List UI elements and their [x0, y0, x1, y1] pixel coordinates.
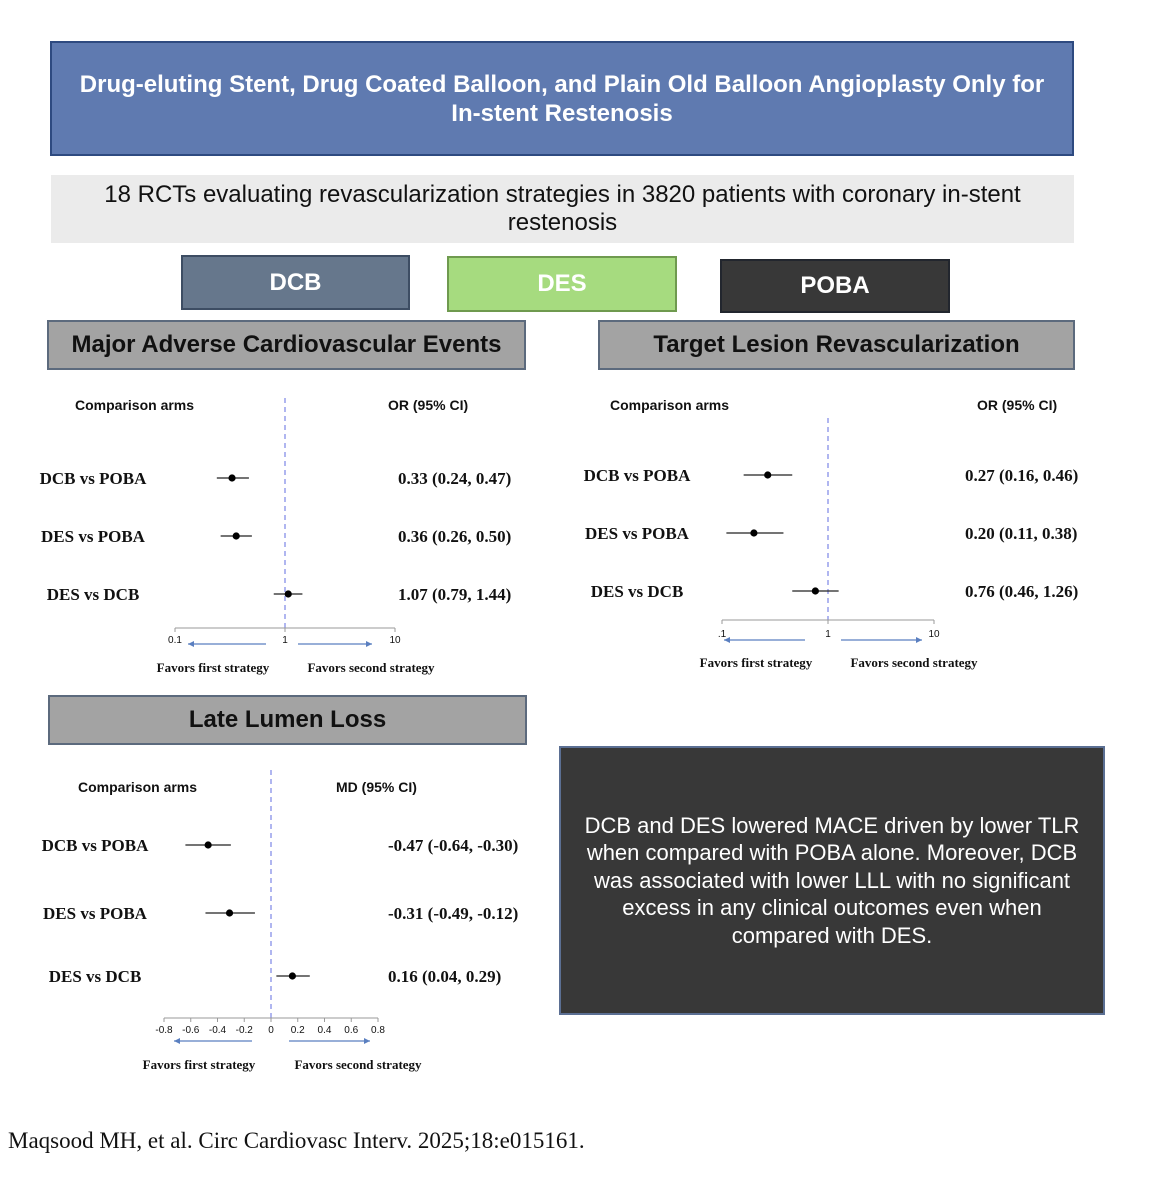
- mace-favors-left-label: Favors first strategy: [156, 660, 270, 675]
- mace-row-label: DCB vs POBA: [39, 469, 147, 488]
- legend-poba: POBA: [720, 259, 950, 313]
- tlr-row-estimate: 0.20 (0.11, 0.38): [965, 524, 1078, 543]
- mace-row-estimate: 1.07 (0.79, 1.44): [398, 585, 512, 604]
- lll-favors-left-arrowhead: [174, 1038, 180, 1044]
- lll-tick-label: 0.6: [344, 1025, 359, 1036]
- lll-row-label: DES vs DCB: [48, 967, 142, 986]
- lll-header-arms: Comparison arms: [78, 779, 198, 795]
- lll-header-estimate: MD (95% CI): [336, 779, 417, 795]
- tlr-tick-label: .1: [717, 629, 727, 640]
- lll-favors-right-arrowhead: [364, 1038, 370, 1044]
- infographic-subtitle: 18 RCTs evaluating revascularization strategies in 3820 patients with coronary in-stent restenosis: [51, 175, 1074, 243]
- lll-tick-label: -0.8: [155, 1025, 173, 1036]
- tlr-tick-label: 1: [825, 629, 831, 640]
- lll-tick-label: 0.8: [371, 1025, 385, 1036]
- legend-des: DES: [447, 256, 677, 312]
- lll-tick-label: -0.4: [208, 1025, 227, 1036]
- mace-section-title: Major Adverse Cardiovascular Events: [47, 320, 526, 370]
- infographic-title: Drug-eluting Stent, Drug Coated Balloon, and Plain Old Balloon Angioplasty Only for In-stent Restenosis: [50, 41, 1074, 156]
- mace-tick-label: 10: [389, 635, 401, 646]
- lll-tick-label: -0.6: [182, 1025, 200, 1036]
- lll-point-estimate: [205, 841, 212, 848]
- legend-dcb: DCB: [181, 255, 410, 310]
- lll-row-estimate: -0.47 (-0.64, -0.30): [388, 836, 519, 855]
- lll-section-title: Late Lumen Loss: [48, 695, 527, 745]
- lll-row-estimate: -0.31 (-0.49, -0.12): [388, 904, 519, 923]
- tlr-section-title: Target Lesion Revascularization: [598, 320, 1075, 370]
- lll-row-label: DES vs POBA: [43, 904, 147, 923]
- citation: Maqsood MH, et al. Circ Cardiovasc Interv. 2025;18:e015161.: [8, 1128, 585, 1153]
- tlr-header-arms: Comparison arms: [610, 397, 730, 413]
- lll-row-label: DCB vs POBA: [41, 836, 149, 855]
- lll-favors-left-label: Favors first strategy: [142, 1057, 256, 1072]
- tlr-favors-left-label: Favors first strategy: [699, 655, 813, 670]
- tlr-row-estimate: 0.76 (0.46, 1.26): [965, 582, 1079, 601]
- lll-tick-label: 0: [268, 1025, 274, 1036]
- lll-tick-label: 0.4: [317, 1025, 332, 1036]
- mace-header-estimate: OR (95% CI): [388, 397, 469, 413]
- mace-row-label: DES vs POBA: [41, 527, 145, 546]
- lll-point-estimate: [226, 909, 233, 916]
- mace-favors-right-label: Favors second strategy: [307, 660, 435, 675]
- tlr-row-label: DES vs POBA: [585, 524, 689, 543]
- tlr-row-estimate: 0.27 (0.16, 0.46): [965, 466, 1079, 485]
- tlr-favors-right-label: Favors second strategy: [850, 655, 978, 670]
- mace-row-estimate: 0.33 (0.24, 0.47): [398, 469, 512, 488]
- lll-tick-label: 0.2: [290, 1025, 305, 1036]
- lll-favors-right-label: Favors second strategy: [294, 1057, 422, 1072]
- tlr-row-label: DCB vs POBA: [583, 466, 691, 485]
- mace-row-label: DES vs DCB: [46, 585, 140, 604]
- mace-tick-label: 1: [282, 635, 288, 646]
- tlr-header-estimate: OR (95% CI): [977, 397, 1058, 413]
- tlr-row-label: DES vs DCB: [590, 582, 684, 601]
- lll-tick-label: -0.2: [235, 1025, 253, 1036]
- mace-row-estimate: 0.36 (0.26, 0.50): [398, 527, 512, 546]
- lll-row-estimate: 0.16 (0.04, 0.29): [388, 967, 502, 986]
- mace-header-arms: Comparison arms: [75, 397, 195, 413]
- mace-tick-label: 0.1: [168, 635, 182, 646]
- tlr-tick-label: 10: [928, 629, 940, 640]
- lll-point-estimate: [289, 972, 296, 979]
- conclusion-box: DCB and DES lowered MACE driven by lower TLR when compared with POBA alone. Moreover, DCB was associated with lower LLL with no significant excess in any clinical outcomes even when compared with DES.: [559, 746, 1105, 1015]
